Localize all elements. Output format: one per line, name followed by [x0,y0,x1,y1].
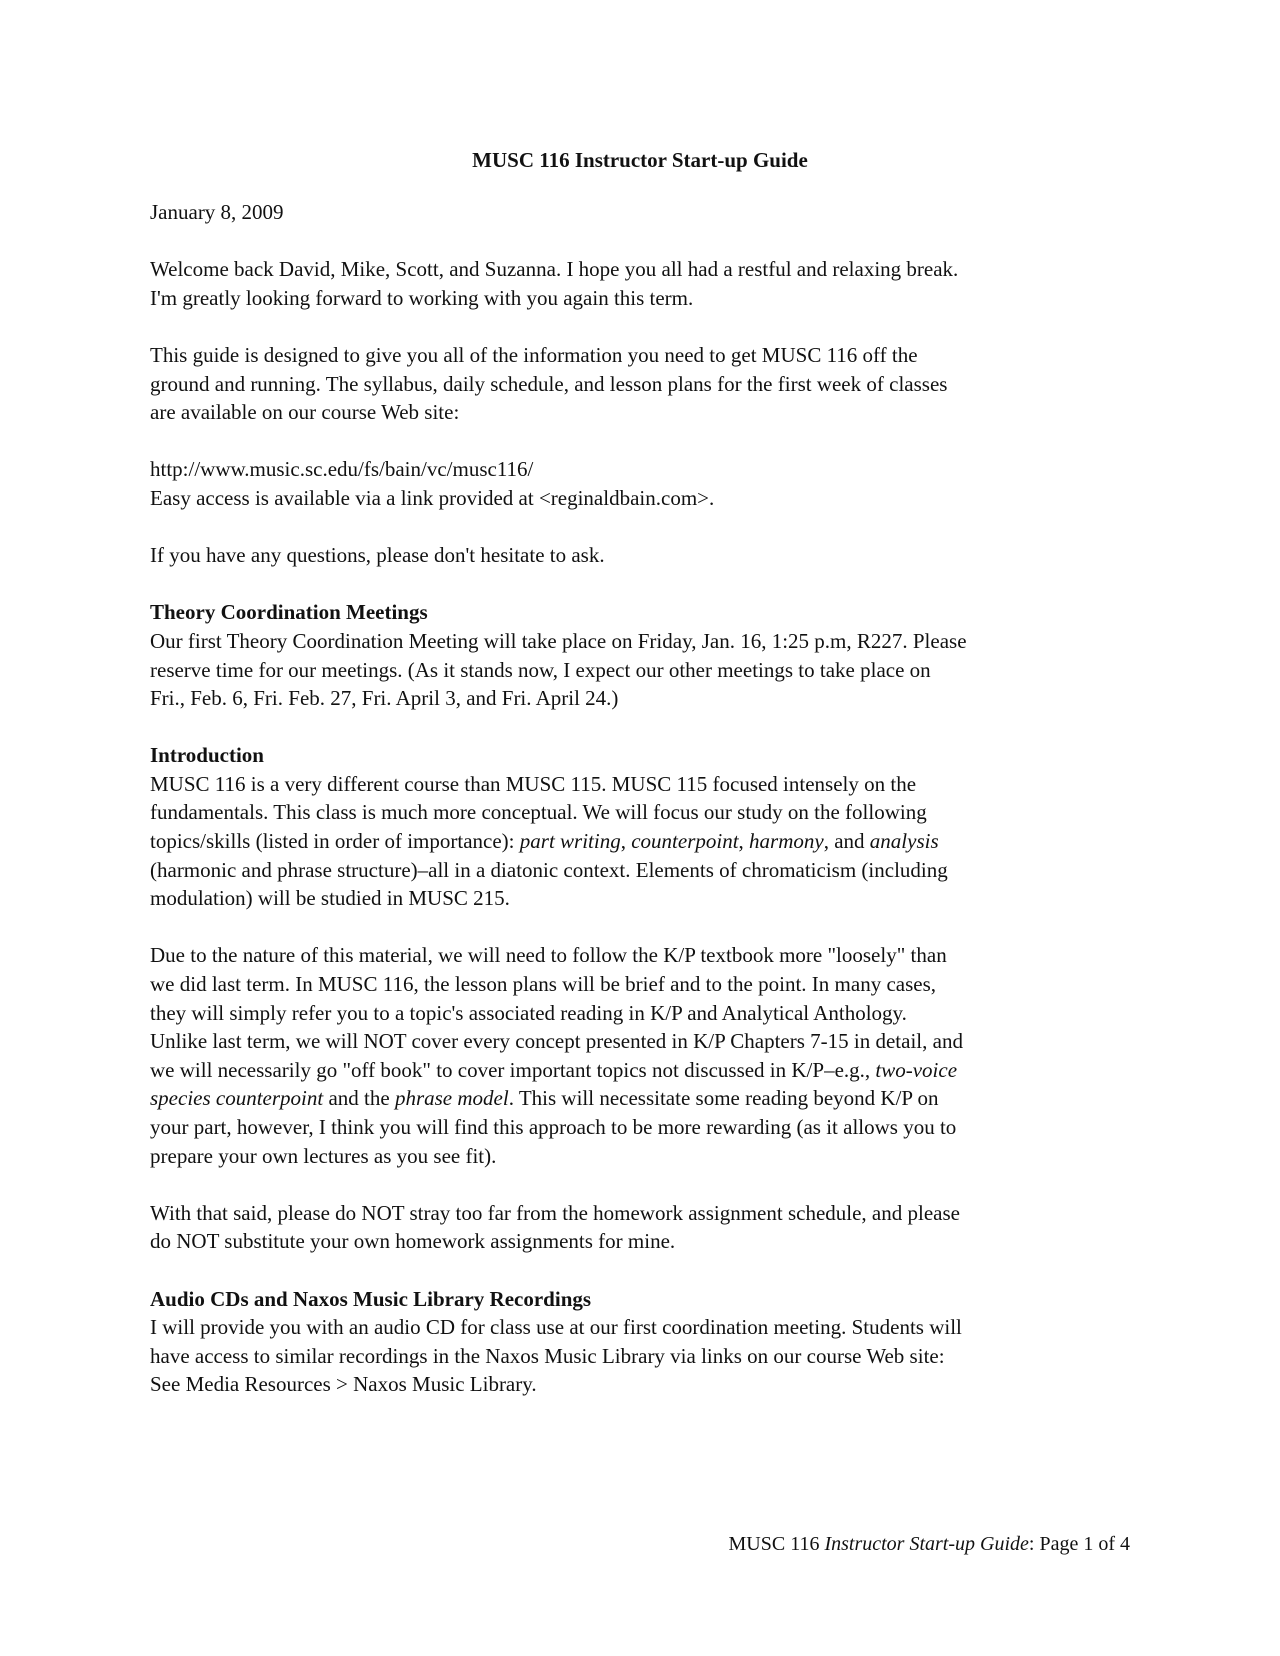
intro-l3-sep-2: , [738,829,750,854]
audio-line-3: See Media Resources > Naxos Music Library. [150,1372,537,1397]
nature-l5-text: we will necessarily go "off book" to cover important topics not discussed in K/P–e.g., [150,1057,876,1082]
course-website-url: http://www.music.sc.edu/fs/bain/vc/musc116/ [150,457,534,482]
nature-line-6 [150,1084,1130,1113]
topic-counterpoint: counterpoint [631,829,739,854]
introduction-section [150,741,1130,913]
date-text: January 8, 2009 [150,200,284,224]
topic-harmony: harmony [749,829,824,854]
introduction-line-5: modulation) will be studied in MUSC 215. [150,886,510,911]
guide-line-3: are available on our course Web site: [150,400,460,425]
website-paragraph [150,455,1130,512]
introduction-line-4: (harmonic and phrase structure)–all in a diatonic context. Elements of chromaticism (including [150,857,948,882]
meetings-line-2: reserve time for our meetings. (As it stands now, I expect our other meetings to take place on [150,657,931,682]
intro-l3-sep-1: , [620,829,632,854]
nature-line-1: Due to the nature of this material, we will need to follow the K/P textbook more "loosely" than [150,943,947,968]
meetings-heading: Theory Coordination Meetings [150,600,428,625]
topic-part-writing: part writing [519,829,621,854]
nature-l6-text-2: . This will necessitate some reading beyond K/P on [508,1086,939,1111]
audio-section [150,1285,1130,1399]
easy-access-text: Easy access is available via a link provided at <reginaldbain.com>. [150,485,715,510]
date-paragraph [150,198,1130,227]
nature-line-7: your part, however, I think you will find this approach to be more rewarding (as it allows you to [150,1115,957,1139]
nature-l6-text-1: and the [323,1086,395,1111]
welcome-line-1: Welcome back David, Mike, Scott, and Suzanna. I hope you all had a restful and relaxing break. [150,257,959,282]
footer-page-number: : Page 1 of 4 [1028,1533,1130,1555]
questions-paragraph [150,541,1130,570]
term-phrase-model: phrase model [394,1086,509,1111]
homework-paragraph [150,1199,1130,1256]
introduction-line-3 [150,827,1130,856]
introduction-heading: Introduction [150,743,264,768]
homework-line-2: do NOT substitute your own homework assignments for mine. [150,1229,676,1254]
nature-paragraph [150,941,1130,1170]
meetings-section [150,598,1130,712]
intro-l3-text: topics/skills (listed in order of importance): [150,829,520,854]
audio-line-2: have access to similar recordings in the Naxos Music Library via links on our course Web site: [150,1343,945,1368]
nature-line-2: we did last term. In MUSC 116, the lesson plans will be brief and to the point. In many cases, [150,972,937,997]
audio-line-1: I will provide you with an audio CD for class use at our first coordination meeting. Students will [150,1315,962,1340]
audio-heading: Audio CDs and Naxos Music Library Recordings [150,1286,592,1311]
document-title: MUSC 116 Instructor Start-up Guide [472,148,808,172]
footer-course: MUSC 116 [728,1533,825,1555]
meetings-line-3: Fri., Feb. 6, Fri. Feb. 27, Fri. April 3, and Fri. April 24.) [150,686,619,711]
guide-line-1: This guide is designed to give you all of the information you need to get MUSC 116 off the [150,342,918,367]
homework-line-1: With that said, please do NOT stray too far from the homework assignment schedule, and please [150,1200,960,1225]
meetings-line-1: Our first Theory Coordination Meeting will take place on Friday, Jan. 16, 1:25 p.m, R227. Please [150,628,967,653]
intro-l3-sep-3: , and [823,829,870,854]
page-footer [729,1530,1130,1558]
document-body [150,198,1130,1428]
term-two-voice: two-voice [875,1057,958,1082]
term-species-counterpoint: species counterpoint [150,1086,324,1111]
nature-line-8: prepare your own lectures as you see fit). [150,1143,497,1168]
footer-guide-title: Instructor Start-up Guide [824,1533,1029,1555]
nature-line-4: Unlike last term, we will NOT cover every concept presented in K/P Chapters 7-15 in detail, and [150,1029,963,1054]
guide-paragraph [150,341,1130,427]
introduction-line-1: MUSC 116 is a very different course than MUSC 115. MUSC 115 focused intensely on the [150,771,917,796]
welcome-paragraph [150,255,1130,312]
nature-line-3: they will simply refer you to a topic's associated reading in K/P and Analytical Anthology. [150,1000,907,1025]
guide-line-2: ground and running. The syllabus, daily schedule, and lesson plans for the first week of classes [150,371,948,396]
nature-line-5 [150,1056,1130,1085]
questions-text: If you have any questions, please don't hesitate to ask. [150,543,605,568]
welcome-line-2: I'm greatly looking forward to working with you again this term. [150,285,694,310]
topic-analysis: analysis [869,829,939,854]
introduction-line-2: fundamentals. This class is much more conceptual. We will focus our study on the following [150,800,927,825]
